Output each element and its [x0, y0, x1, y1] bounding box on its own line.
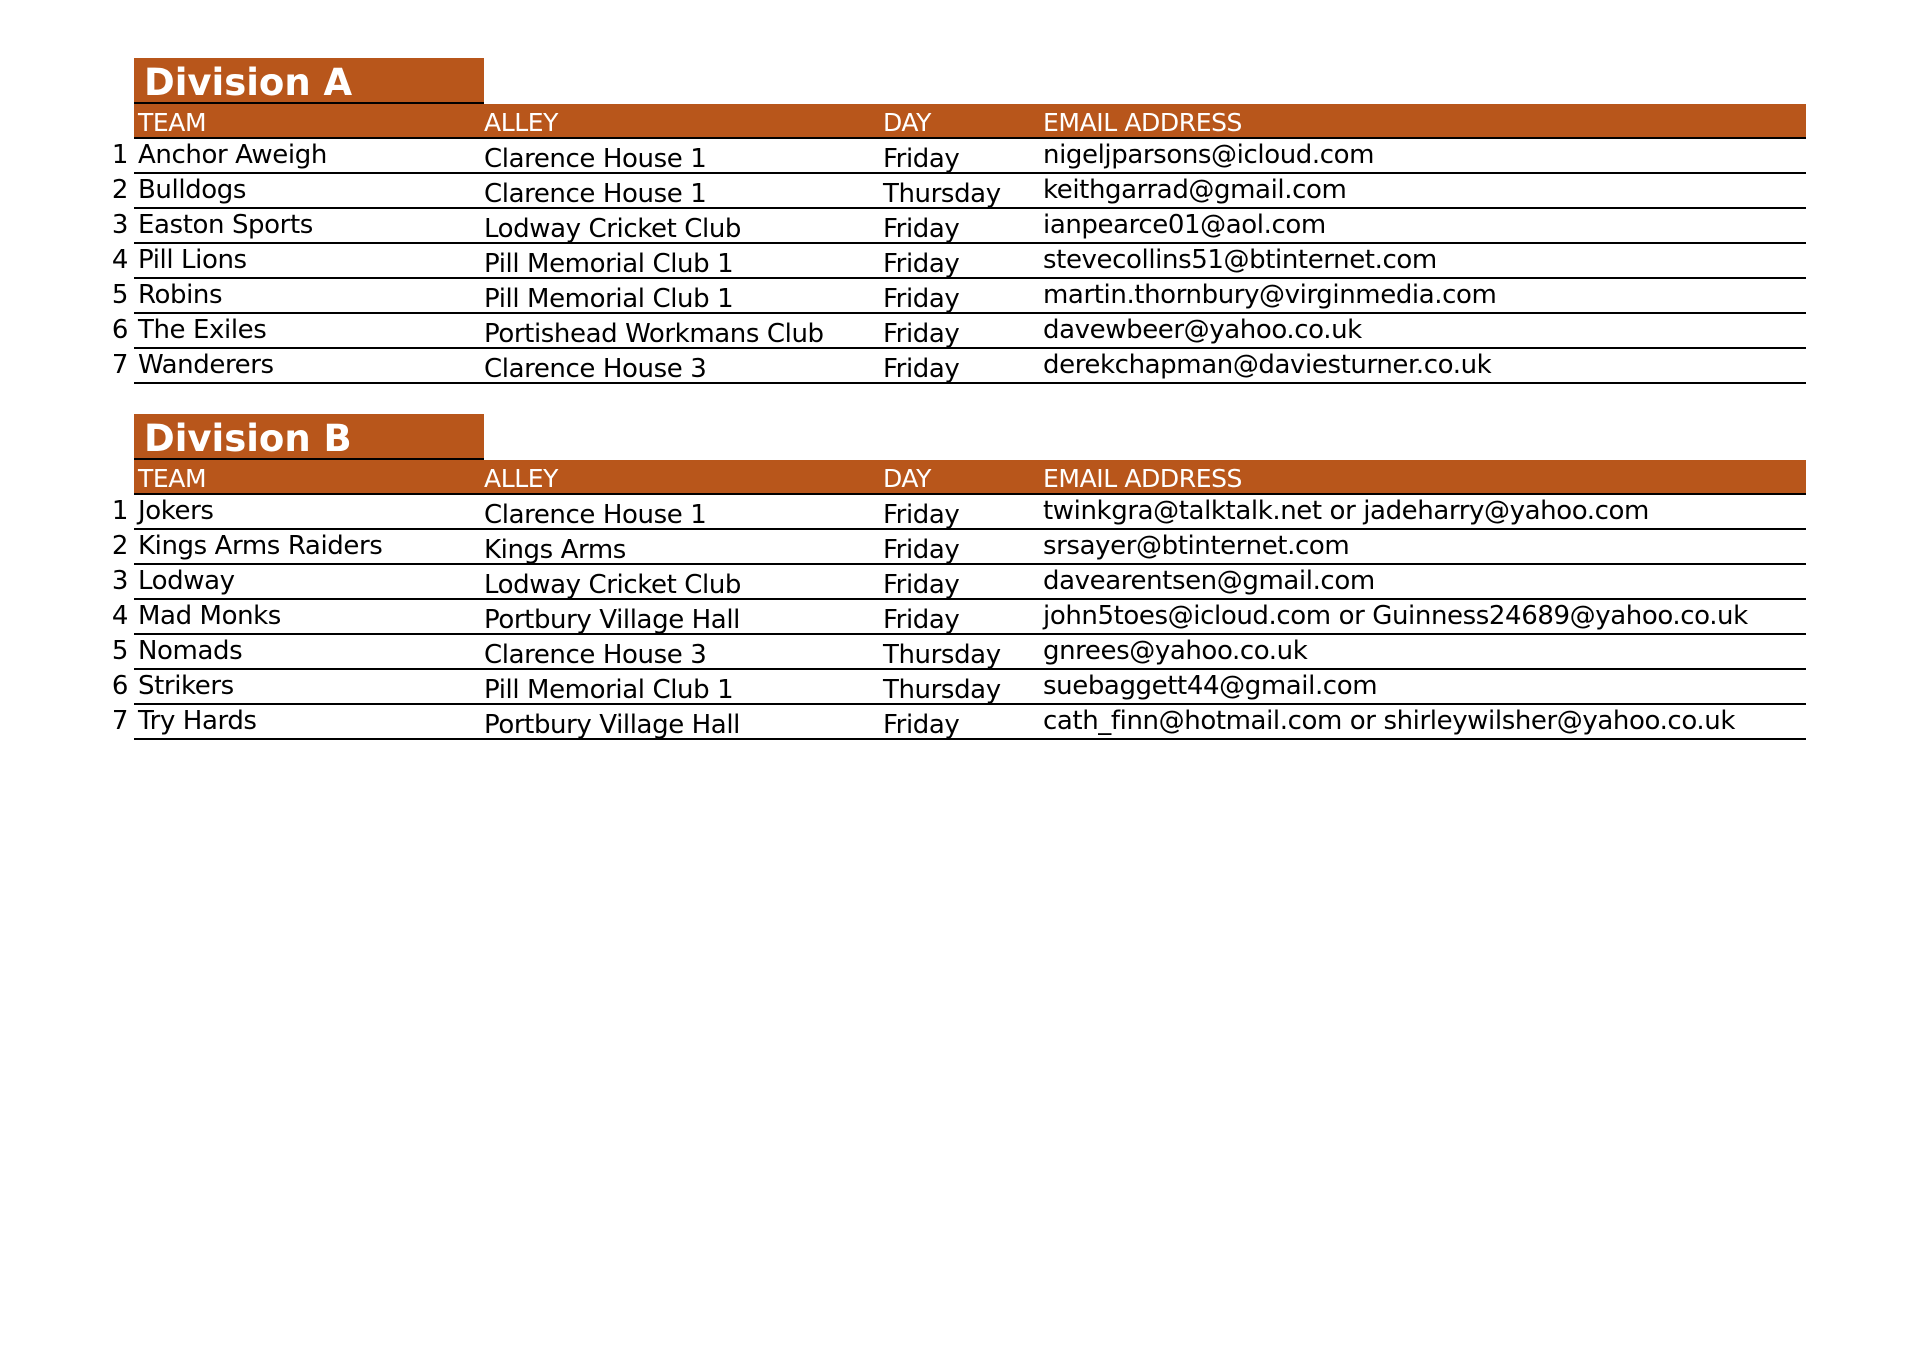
table-row — [111, 314, 1806, 349]
email-cell: martin.thornbury@virginmedia.com — [1043, 280, 1497, 310]
day-cell: Friday — [883, 605, 960, 635]
row-number: 7 — [111, 350, 128, 380]
email-cell: john5toes@icloud.com or Guinness24689@yahoo.co.uk — [1043, 601, 1748, 631]
table-row — [111, 279, 1806, 314]
table-row — [111, 705, 1806, 740]
day-cell: Friday — [883, 249, 960, 279]
row-number: 3 — [111, 566, 128, 596]
email-cell: cath_finn@hotmail.com or shirleywilsher@yahoo.co.uk — [1043, 706, 1735, 736]
row-number: 4 — [111, 601, 128, 631]
team-cell: Jokers — [138, 496, 214, 526]
day-cell: Friday — [883, 354, 960, 384]
day-cell: Friday — [883, 284, 960, 314]
team-cell: Try Hards — [138, 706, 257, 736]
division-b-section — [111, 414, 1806, 740]
alley-cell: Clarence House 1 — [484, 144, 707, 174]
column-header-team: TEAM — [138, 108, 207, 137]
alley-cell: Kings Arms — [484, 535, 626, 565]
day-cell: Friday — [883, 570, 960, 600]
email-cell: ianpearce01@aol.com — [1043, 210, 1326, 240]
table-row — [111, 495, 1806, 530]
email-cell: derekchapman@daviesturner.co.uk — [1043, 350, 1492, 380]
row-number: 6 — [111, 671, 128, 701]
email-cell: stevecollins51@btinternet.com — [1043, 245, 1437, 275]
day-cell: Thursday — [883, 179, 1001, 209]
alley-cell: Clarence House 3 — [484, 640, 707, 670]
email-cell: nigeljparsons@icloud.com — [1043, 140, 1375, 170]
day-cell: Friday — [883, 710, 960, 740]
alley-cell: Clarence House 3 — [484, 354, 707, 384]
day-cell: Friday — [883, 500, 960, 530]
row-number: 5 — [111, 636, 128, 666]
email-cell: srsayer@btinternet.com — [1043, 531, 1350, 561]
row-number: 5 — [111, 280, 128, 310]
day-cell: Friday — [883, 319, 960, 349]
column-header-email: EMAIL ADDRESS — [1043, 108, 1243, 137]
team-cell: Easton Sports — [138, 210, 313, 240]
division-a-table — [111, 104, 1806, 384]
alley-cell: Portbury Village Hall — [484, 605, 740, 635]
table-row — [111, 174, 1806, 209]
table-row — [111, 670, 1806, 705]
day-cell: Thursday — [883, 640, 1001, 670]
division-title: Division B — [134, 414, 484, 460]
team-cell: Nomads — [138, 636, 243, 666]
team-cell: Anchor Aweigh — [138, 140, 327, 170]
alley-cell: Clarence House 1 — [484, 500, 707, 530]
column-header-alley: ALLEY — [484, 108, 559, 137]
column-header-alley: ALLEY — [484, 464, 559, 493]
day-cell: Thursday — [883, 675, 1001, 705]
alley-cell: Lodway Cricket Club — [484, 214, 741, 244]
table-row — [111, 530, 1806, 565]
row-number: 6 — [111, 315, 128, 345]
table-header-row — [134, 460, 1806, 495]
row-number: 2 — [111, 531, 128, 561]
table-row — [111, 635, 1806, 670]
table-row — [111, 600, 1806, 635]
row-number: 3 — [111, 210, 128, 240]
team-cell: Bulldogs — [138, 175, 247, 205]
team-cell: The Exiles — [138, 315, 267, 345]
team-cell: Wanderers — [138, 350, 274, 380]
row-number: 1 — [111, 496, 128, 526]
table-row — [111, 349, 1806, 384]
team-cell: Pill Lions — [138, 245, 247, 275]
table-row — [111, 139, 1806, 174]
table-header-row — [134, 104, 1806, 139]
day-cell: Friday — [883, 144, 960, 174]
table-row — [111, 209, 1806, 244]
email-cell: davearentsen@gmail.com — [1043, 566, 1375, 596]
email-cell: twinkgra@talktalk.net or jadeharry@yahoo.com — [1043, 496, 1649, 526]
column-header-email: EMAIL ADDRESS — [1043, 464, 1243, 493]
email-cell: gnrees@yahoo.co.uk — [1043, 636, 1308, 666]
email-cell: keithgarrad@gmail.com — [1043, 175, 1347, 205]
alley-cell: Pill Memorial Club 1 — [484, 284, 734, 314]
column-header-day: DAY — [883, 464, 932, 493]
row-number: 4 — [111, 245, 128, 275]
email-cell: suebaggett44@gmail.com — [1043, 671, 1378, 701]
row-number: 1 — [111, 140, 128, 170]
alley-cell: Portishead Workmans Club — [484, 319, 824, 349]
column-header-day: DAY — [883, 108, 932, 137]
day-cell: Friday — [883, 535, 960, 565]
alley-cell: Lodway Cricket Club — [484, 570, 741, 600]
table-row — [111, 565, 1806, 600]
alley-cell: Clarence House 1 — [484, 179, 707, 209]
team-cell: Strikers — [138, 671, 234, 701]
day-cell: Friday — [883, 214, 960, 244]
alley-cell: Pill Memorial Club 1 — [484, 675, 734, 705]
team-cell: Kings Arms Raiders — [138, 531, 383, 561]
row-number: 2 — [111, 175, 128, 205]
alley-cell: Pill Memorial Club 1 — [484, 249, 734, 279]
division-a-section — [111, 58, 1806, 384]
division-title: Division A — [134, 58, 484, 104]
team-cell: Robins — [138, 280, 223, 310]
alley-cell: Portbury Village Hall — [484, 710, 740, 740]
team-cell: Mad Monks — [138, 601, 281, 631]
table-row — [111, 244, 1806, 279]
email-cell: davewbeer@yahoo.co.uk — [1043, 315, 1362, 345]
team-cell: Lodway — [138, 566, 235, 596]
column-header-team: TEAM — [138, 464, 207, 493]
division-b-table — [111, 460, 1806, 740]
row-number: 7 — [111, 706, 128, 736]
